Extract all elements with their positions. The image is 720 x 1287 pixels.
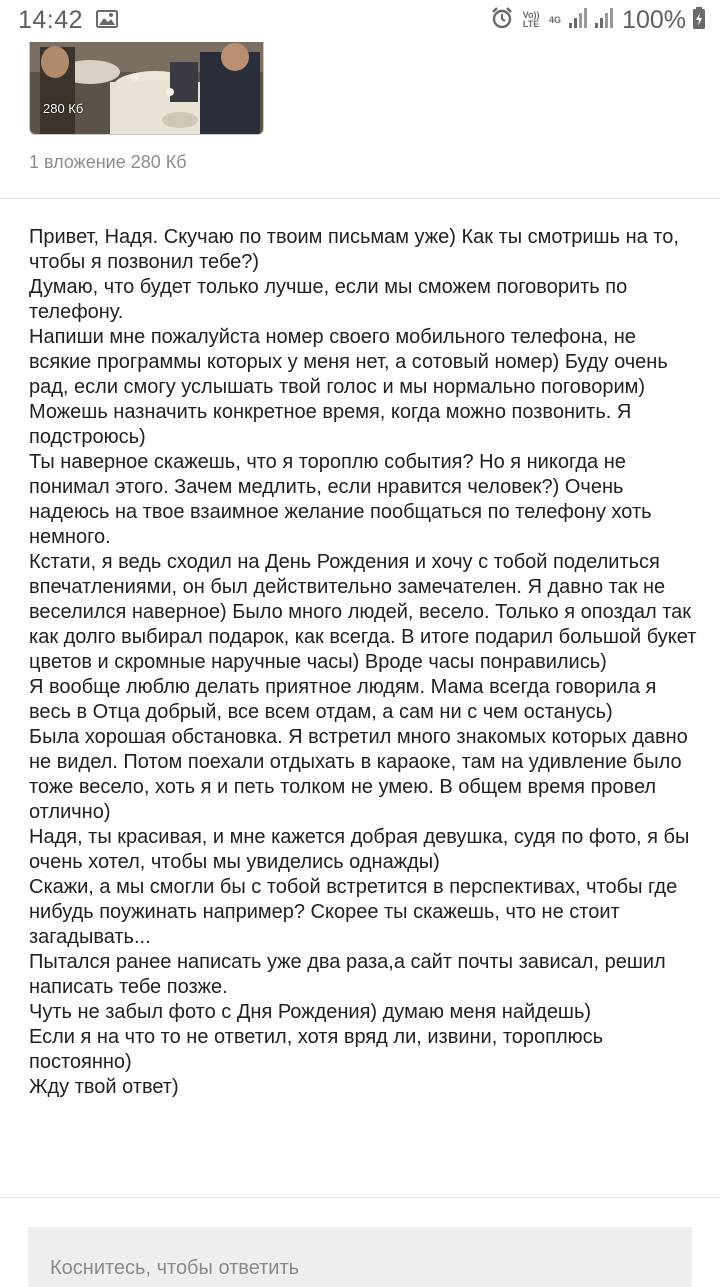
reply-placeholder: Коснитесь, чтобы ответить	[50, 1257, 300, 1279]
message-paragraph: Скажи, а мы смогли бы с тобой встретится в перспективах, чтобы где нибудь поужинать например? Скорее ты скажешь, что не стоит загадывать...	[29, 876, 678, 948]
attachment-summary: 1 вложение 280 Кб	[29, 152, 187, 172]
reply-box[interactable]	[28, 1227, 692, 1287]
divider	[0, 198, 720, 199]
message-paragraph: Напиши мне пожалуйста номер своего мобильного телефона, не всякие программы которых у меня нет, а сотовый номер) Буду очень рад, если смогу услышать твой голос и мы нормально поговорим)	[29, 326, 668, 398]
battery-icon	[692, 6, 706, 35]
message-paragraph: Привет, Надя. Скучаю по твоим письмам уже) Как ты смотришь на то, чтобы я позвонил тебе?)	[29, 226, 679, 273]
status-time: 14:42	[18, 6, 84, 34]
4g-icon: 4G	[549, 15, 562, 25]
message-paragraph: Я вообще люблю делать приятное людям. Мама всегда говорила я весь в Отца добрый, все всем отдам, а сам ни с чем останусь)	[29, 676, 657, 723]
volte-icon: Vo)) LTE	[522, 10, 540, 29]
divider	[0, 1197, 720, 1198]
message-paragraph: Чуть не забыл фото с Дня Рождения) думаю меня найдешь)	[29, 1001, 592, 1023]
message-paragraph: Пытался ранее написать уже два раза,а сайт почты зависал, решил написать тебе позже.	[29, 951, 666, 998]
message-paragraph: Если я на что то не ответил, хотя вряд ли, извини, тороплюсь постоянно)	[29, 1026, 604, 1073]
signal-icon	[568, 7, 588, 34]
message-paragraph: Думаю, что будет только лучше, если мы сможем поговорить по телефону.	[29, 276, 628, 323]
message-body	[29, 225, 699, 1100]
message-paragraph: Можешь назначить конкретное время, когда можно позвонить. Я подстроюсь)	[29, 401, 632, 448]
message-paragraph: Ты наверное скажешь, что я тороплю события? Но я никогда не понимал этого. Зачем медлить, если нравится человек?) Очень надеюсь на твое взаимное желание пообщаться по телефону хоть немного.	[29, 451, 652, 548]
status-icons	[490, 5, 706, 35]
gallery-icon	[96, 10, 118, 28]
battery-percent: 100%	[622, 5, 686, 34]
message-paragraph: Была хорошая обстановка. Я встретил много знакомых которых давно не видел. Потом поехали отдыхать в караоке, там на удивление было тоже весело, хоть я и петь толком не умею. В общем время провел отлично)	[29, 726, 688, 823]
attachment-thumbnail[interactable]	[29, 42, 264, 135]
message-paragraph: Надя, ты красивая, и мне кажется добрая девушка, судя по фото, я бы очень хотел, чтобы мы увиделись однажды)	[29, 826, 690, 873]
message-paragraph: Кстати, я ведь сходил на День Рождения и хочу с тобой поделиться впечатлениями, он был действительно замечателен. Я давно так не веселился наверное) Было много людей, весело. Только я опоздал так как долго выбирал подарок, как всегда. В итоге подарил большой букет цветов и скромные наручные часы) Вроде часы понравились)	[29, 551, 697, 673]
signal-icon	[594, 7, 614, 34]
status-bar	[0, 0, 720, 42]
message-paragraph: Жду твой ответ)	[29, 1076, 179, 1098]
attachment-size: 280 Кб	[43, 101, 84, 116]
alarm-icon	[490, 6, 514, 35]
